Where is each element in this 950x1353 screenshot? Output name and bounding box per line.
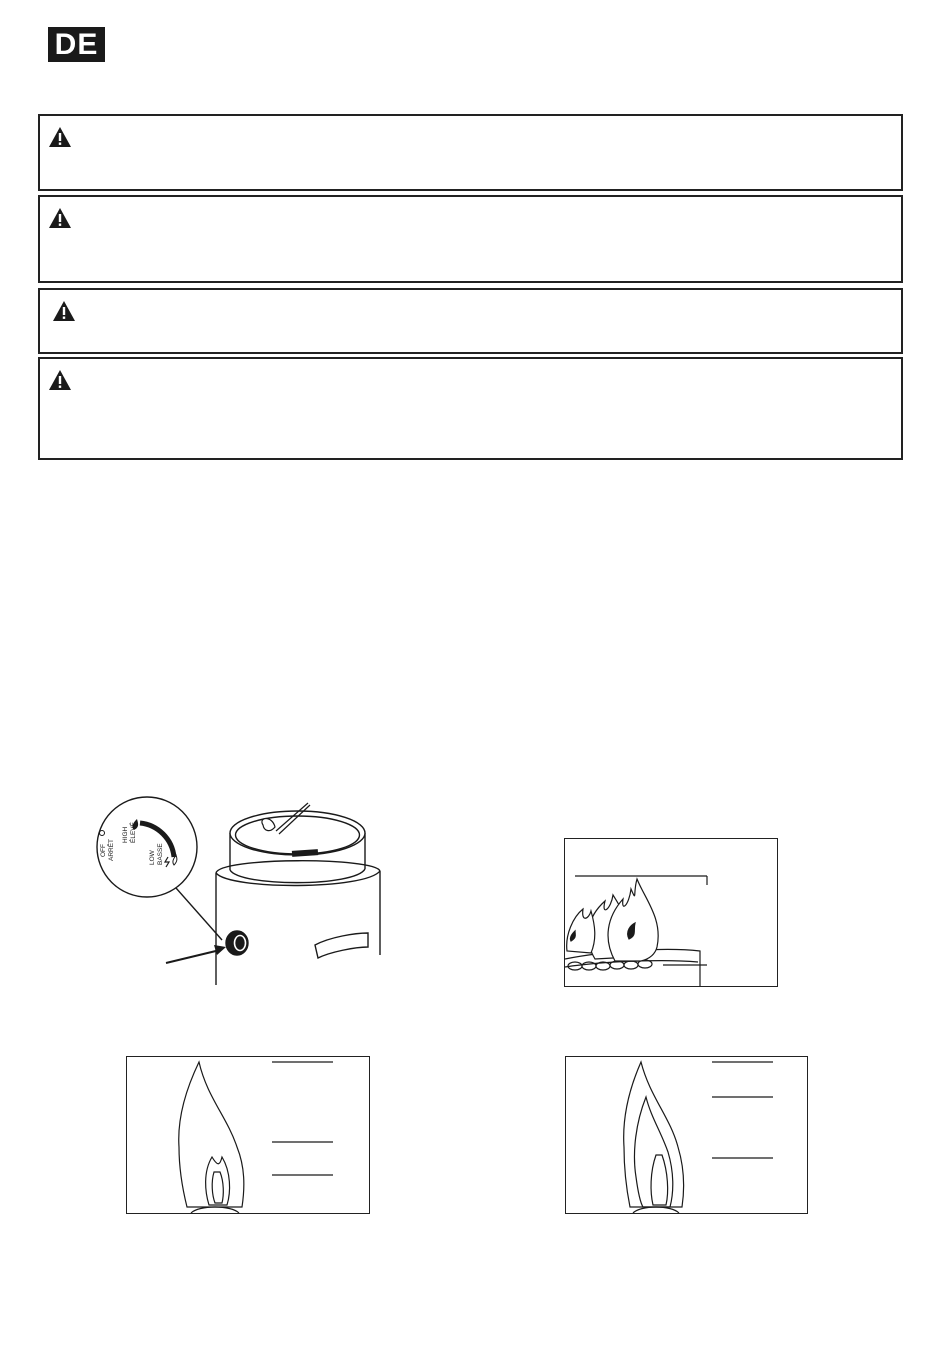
warning-box-3 — [38, 288, 903, 354]
flame-illustration — [127, 1057, 369, 1213]
dial-low-label: LOW — [149, 850, 156, 865]
dial-high-label: HIGH — [122, 826, 129, 843]
dial-high-label-fr: ÉLEVÉ — [130, 822, 137, 843]
warning-box-4 — [38, 357, 903, 460]
warning-triangle-icon — [48, 207, 72, 229]
burner-flames-figure — [564, 838, 778, 987]
warning-box-1 — [38, 114, 903, 191]
flame-diagram-1 — [126, 1056, 370, 1214]
flame-diagram-2 — [565, 1056, 808, 1214]
warning-box-2 — [38, 195, 903, 283]
dial-low-label-fr: BASSE — [157, 843, 164, 865]
warning-triangle-icon — [48, 126, 72, 148]
warning-triangle-icon — [48, 369, 72, 391]
dial-off-label-fr: ARRÊT — [108, 838, 115, 861]
flame-illustration — [566, 1057, 807, 1213]
fire-flames-illustration — [565, 839, 777, 986]
language-badge: DE — [48, 27, 105, 62]
warning-triangle-icon — [52, 300, 76, 322]
fire-pit-knob-illustration — [80, 795, 400, 990]
dial-off-label: OFF — [100, 844, 107, 857]
